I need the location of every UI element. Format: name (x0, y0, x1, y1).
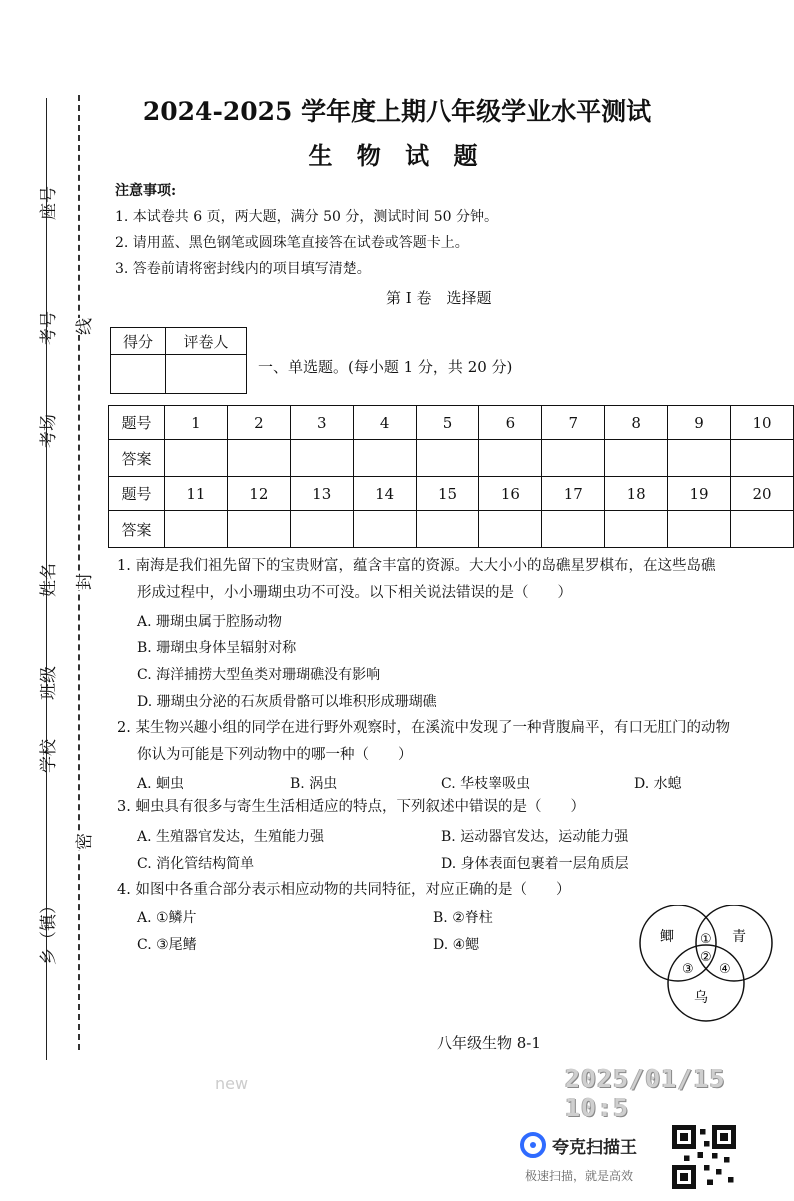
question-number: 19 (668, 477, 731, 511)
scanner-brand: 夸克扫描王 (552, 1138, 637, 1158)
answer-cell[interactable] (165, 511, 228, 548)
question-number: 9 (668, 406, 731, 440)
qr-code-icon[interactable] (672, 1125, 736, 1189)
answer-grid-answer-row (109, 440, 794, 477)
question-4-option-a[interactable]: A. ①鳞片 (137, 910, 197, 926)
answer-grid-answer-row (109, 511, 794, 548)
question-number: 5 (416, 406, 479, 440)
question-3-option-b[interactable]: B. 运动器官发达，运动能力强 (441, 829, 629, 845)
name-label: 姓名 (39, 563, 59, 597)
seal-feng-char: 封 (70, 573, 95, 590)
question-number: 18 (605, 477, 668, 511)
answer-cell[interactable] (731, 511, 794, 548)
exam-title: 2024-2025 学年度上期八年级学业水平测试 (142, 97, 652, 126)
question-number: 12 (227, 477, 290, 511)
answer-grid-number-row (109, 477, 794, 511)
question-number: 4 (353, 406, 416, 440)
notice-heading: 注意事项: (115, 183, 177, 199)
quark-logo-icon (520, 1132, 546, 1158)
exam-subtitle: 生 物 试 题 (308, 141, 486, 170)
class-label: 班级 (39, 666, 59, 700)
section-title: 第 I 卷 选择题 (386, 289, 492, 307)
question-number: 3 (290, 406, 353, 440)
venn-region: ② (700, 950, 712, 965)
school-label: 学校 (39, 739, 59, 773)
question-4-option-b[interactable]: B. ②脊柱 (433, 910, 493, 926)
town-label: 乡（镇） (39, 897, 59, 965)
question-4-stem: 4. 如图中各重合部分表示相应动物的共同特征，对应正确的是（ ） (117, 882, 571, 898)
venn-region: ① (700, 932, 712, 947)
part1-heading: 一、单选题。(每小题 1 分，共 20 分) (258, 358, 513, 376)
question-number: 13 (290, 477, 353, 511)
seal-mi-char: 密 (70, 833, 95, 850)
row-label: 题号 (109, 406, 165, 440)
question-1-stem: 形成过程中，小小珊瑚虫功不可没。以下相关说法错误的是（ ） (137, 585, 572, 601)
question-3-option-a[interactable]: A. 生殖器官发达，生殖能力强 (137, 829, 325, 845)
question-number: 6 (479, 406, 542, 440)
notice-item: 2. 请用蓝、黑色钢笔或圆珠笔直接答在试卷或答题卡上。 (115, 235, 469, 251)
question-1-option-d[interactable]: D. 珊瑚虫分泌的石灰质骨骼可以堆积形成珊瑚礁 (137, 694, 437, 710)
question-2-option-d[interactable]: D. 水螅 (634, 776, 682, 792)
question-number: 20 (731, 477, 794, 511)
question-number: 10 (731, 406, 794, 440)
scan-watermark: new (215, 1074, 249, 1093)
question-number: 16 (479, 477, 542, 511)
row-label: 答案 (109, 440, 165, 477)
question-number: 11 (165, 477, 228, 511)
answer-cell[interactable] (290, 440, 353, 477)
score-label: 得分 (111, 328, 166, 355)
question-number: 2 (227, 406, 290, 440)
question-3-option-c[interactable]: C. 消化管结构简单 (137, 856, 255, 872)
answer-cell[interactable] (542, 511, 605, 548)
row-label: 答案 (109, 511, 165, 548)
question-1-option-a[interactable]: A. 珊瑚虫属于腔肠动物 (137, 614, 283, 630)
answer-cell[interactable] (416, 440, 479, 477)
answer-cell[interactable] (479, 511, 542, 548)
question-1-option-c[interactable]: C. 海洋捕捞大型鱼类对珊瑚礁没有影响 (137, 667, 381, 683)
question-1-stem: 1. 南海是我们祖先留下的宝贵财富，蕴含丰富的资源。大大小小的岛礁星罗棋布，在这些岛礁 (117, 558, 716, 574)
exam-room-label: 考场 (39, 414, 59, 448)
grader-cell[interactable] (166, 355, 247, 394)
question-3-option-d[interactable]: D. 身体表面包裹着一层角质层 (441, 856, 629, 872)
answer-cell[interactable] (165, 440, 228, 477)
grader-box (110, 327, 247, 394)
answer-cell[interactable] (668, 511, 731, 548)
answer-grid (108, 405, 794, 548)
scanner-slogan: 极速扫描，就是高效 (525, 1169, 634, 1183)
answer-cell[interactable] (227, 511, 290, 548)
question-3-stem: 3. 蛔虫具有很多与寄生生活相适应的特点，下列叙述中错误的是（ ） (117, 799, 585, 815)
answer-cell[interactable] (605, 511, 668, 548)
question-1-option-b[interactable]: B. 珊瑚虫身体呈辐射对称 (137, 640, 297, 656)
row-label: 题号 (109, 477, 165, 511)
question-number: 7 (542, 406, 605, 440)
question-2-option-c[interactable]: C. 华枝睾吸虫 (441, 776, 531, 792)
scan-timestamp: 2025/01/15 10:5 (565, 1064, 726, 1122)
answer-cell[interactable] (605, 440, 668, 477)
seal-line-char: 线 (70, 318, 95, 335)
answer-cell[interactable] (290, 511, 353, 548)
question-4-option-c[interactable]: C. ③尾鳍 (137, 937, 197, 953)
question-number: 17 (542, 477, 605, 511)
venn-label: 青 (732, 929, 746, 945)
answer-cell[interactable] (542, 440, 605, 477)
score-cell[interactable] (111, 355, 166, 394)
question-4-option-d[interactable]: D. ④鳃 (433, 937, 480, 953)
question-2-option-a[interactable]: A. 蛔虫 (137, 776, 185, 792)
question-2-stem: 你认为可能是下列动物中的哪一种（ ） (137, 747, 413, 763)
question-2-option-b[interactable]: B. 涡虫 (290, 776, 338, 792)
answer-cell[interactable] (353, 440, 416, 477)
question-number: 1 (165, 406, 228, 440)
question-number: 8 (605, 406, 668, 440)
venn-diagram (630, 905, 780, 1025)
answer-cell[interactable] (479, 440, 542, 477)
answer-grid-number-row (109, 406, 794, 440)
answer-cell[interactable] (731, 440, 794, 477)
page-footer: 八年级生物 8-1 (437, 1034, 541, 1052)
grader-label: 评卷人 (166, 328, 247, 355)
question-number: 14 (353, 477, 416, 511)
answer-cell[interactable] (227, 440, 290, 477)
venn-region: ④ (719, 962, 731, 977)
answer-cell[interactable] (353, 511, 416, 548)
venn-label: 乌 (694, 990, 708, 1006)
question-number: 15 (416, 477, 479, 511)
notice-item: 1. 本试卷共 6 页，两大题，满分 50 分，测试时间 50 分钟。 (115, 209, 499, 225)
venn-region: ③ (682, 962, 694, 977)
answer-cell[interactable] (416, 511, 479, 548)
venn-label: 鲫 (660, 929, 674, 945)
exam-number-label: 考号 (39, 311, 59, 345)
seat-label: 座号 (39, 186, 59, 220)
notice-item: 3. 答卷前请将密封线内的项目填写清楚。 (115, 261, 371, 277)
answer-cell[interactable] (668, 440, 731, 477)
question-2-stem: 2. 某生物兴趣小组的同学在进行野外观察时，在溪流中发现了一种背腹扁平，有口无肛门的动物 (117, 720, 730, 736)
